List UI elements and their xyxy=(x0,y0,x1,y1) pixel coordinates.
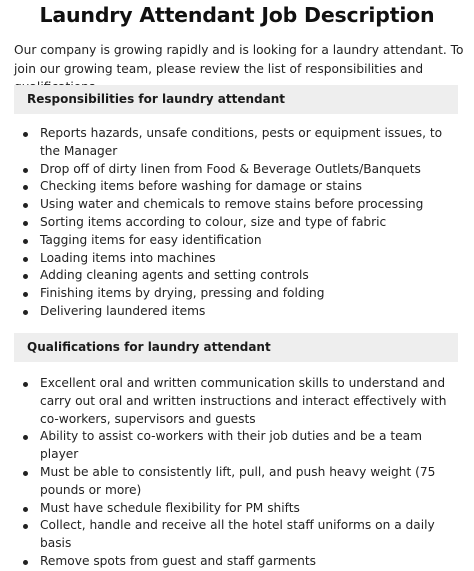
bullet-icon xyxy=(23,239,28,244)
list-item-text: Reports hazards, unsafe conditions, pests or equipment issues, to the Manager xyxy=(40,126,443,158)
bullet-icon xyxy=(23,168,28,173)
list-item-text: Finishing items by drying, pressing and folding xyxy=(40,286,325,301)
list-item-text: Tagging items for easy identification xyxy=(40,232,262,247)
list-item xyxy=(22,232,462,250)
list-item-text: Ability to assist co-workers with their job duties and be a team player xyxy=(40,429,423,462)
list-item-text: Must be able to consistently lift, pull, and push heavy weight (75 pounds or more) xyxy=(40,464,436,497)
bullet-icon xyxy=(23,310,28,315)
list-item xyxy=(22,428,462,464)
list-item xyxy=(22,267,462,285)
list-item-text: Excellent oral and written communication skills to understand and carry out oral and written instructions and interact effectively with co-workers, supervisors and guests xyxy=(40,376,447,426)
bullet-icon xyxy=(23,435,28,440)
list-item-text: Using water and chemicals to remove stains before processing xyxy=(40,197,424,212)
bullet-icon xyxy=(23,257,28,262)
list-item xyxy=(22,517,462,553)
list-item-text: Checking items before washing for damage or stains xyxy=(40,179,362,194)
bullet-icon xyxy=(23,292,28,297)
list-item xyxy=(22,161,462,179)
bullet-icon xyxy=(23,203,28,208)
responsibilities-heading: Responsibilities for laundry attendant xyxy=(14,85,458,114)
bullet-icon xyxy=(23,132,28,137)
list-item-text: Drop off of dirty linen from Food & Beverage Outlets/Banquets xyxy=(40,161,421,176)
list-item xyxy=(22,125,462,161)
qualifications-heading: Qualifications for laundry attendant xyxy=(14,333,458,362)
list-item-text: Sorting items according to colour, size and type of fabric xyxy=(40,214,387,229)
list-item-text: Loading items into machines xyxy=(40,250,216,265)
bullet-icon xyxy=(23,560,28,565)
list-item-text: Must have schedule flexibility for PM shifts xyxy=(40,500,300,515)
list-item-text: Delivering laundered items xyxy=(40,303,206,318)
bullet-icon xyxy=(23,507,28,512)
list-item xyxy=(22,285,462,303)
bullet-icon xyxy=(23,274,28,279)
bullet-icon xyxy=(23,221,28,226)
list-item-text: Remove spots from guest and staff garments xyxy=(40,553,316,568)
list-item xyxy=(22,464,462,500)
bullet-icon xyxy=(23,471,28,476)
responsibilities-list xyxy=(22,125,462,321)
list-item xyxy=(22,214,462,232)
qualifications-list xyxy=(22,375,462,571)
list-item-text: Collect, handle and receive all the hotel staff uniforms on a daily basis xyxy=(40,518,435,551)
list-item xyxy=(22,553,462,571)
list-item xyxy=(22,375,462,428)
list-item xyxy=(22,178,462,196)
list-item xyxy=(22,250,462,268)
bullet-icon xyxy=(23,185,28,190)
list-item xyxy=(22,303,462,321)
bullet-icon xyxy=(23,524,28,529)
page-title: Laundry Attendant Job Description xyxy=(39,3,435,27)
list-item xyxy=(22,500,462,518)
intro-paragraph: Our company is growing rapidly and is looking for a laundry attendant. To join our growing team, please review the list of responsibilities and xyxy=(14,43,464,76)
list-item-text: Adding cleaning agents and setting controls xyxy=(40,268,309,283)
bullet-icon xyxy=(23,382,28,387)
list-item xyxy=(22,196,462,214)
